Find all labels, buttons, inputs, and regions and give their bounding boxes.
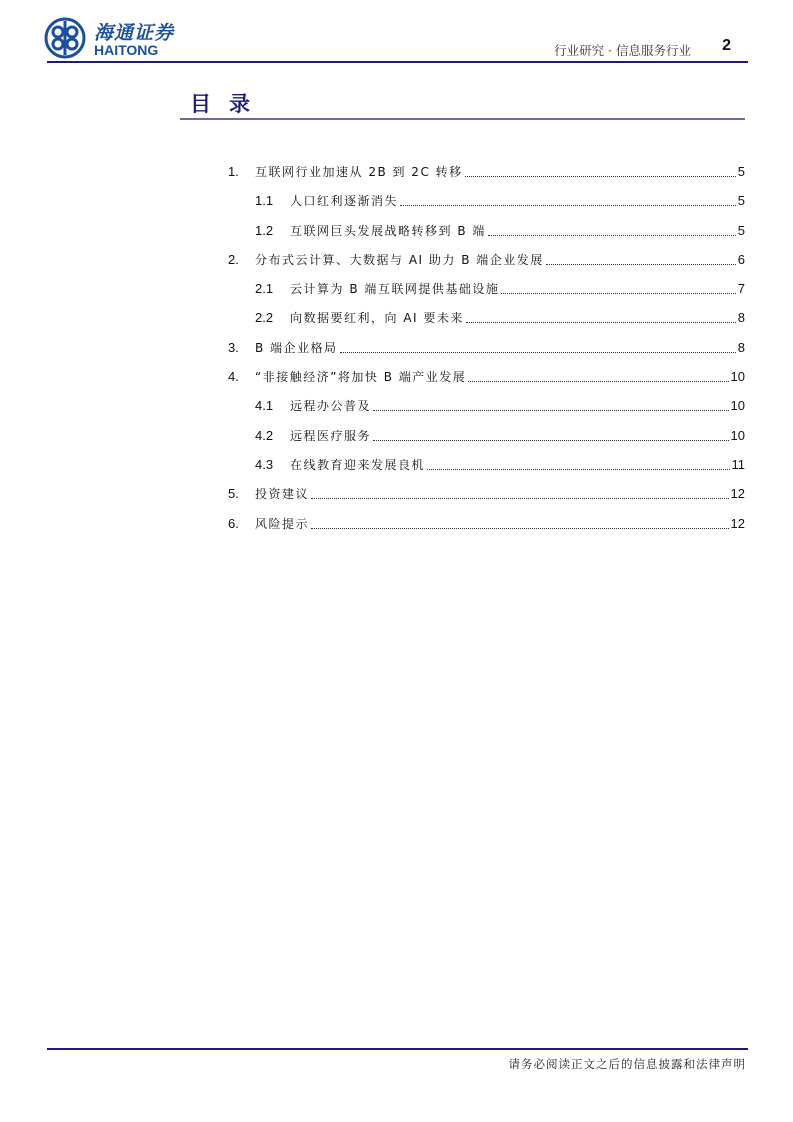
toc-entry[interactable] (228, 457, 745, 486)
toc-entry-number: 4.2 (255, 427, 274, 443)
toc-leader-dots (373, 398, 729, 411)
toc-entry-page: 8 (737, 339, 745, 355)
toc-entry-page: 12 (730, 515, 745, 531)
toc-entry[interactable] (228, 369, 745, 398)
toc-leader-dots (546, 252, 736, 265)
toc-entry-title: 向数据要红利，向 AI 要未来 (290, 311, 464, 326)
toc-entry-title: 远程医疗服务 (290, 428, 372, 443)
toc-entry-title: 互联网行业加速从 2B 到 2C 转移 (255, 165, 463, 179)
toc-entry-number: 4. (228, 369, 239, 385)
report-category: 行业研究 · 信息服务行业 (554, 43, 691, 58)
page-number: 2 (722, 37, 731, 54)
toc-entry-number: 1.1 (255, 193, 274, 209)
toc-entry[interactable] (228, 223, 745, 252)
toc-leader-dots (501, 281, 735, 294)
haitong-emblem-icon (44, 17, 86, 59)
toc-entry[interactable] (228, 252, 745, 281)
title-divider (180, 118, 745, 120)
toc-entry-title: 云计算为 B 端互联网提供基础设施 (290, 282, 500, 297)
toc-entry-title: 风险提示 (255, 516, 310, 531)
toc-entry-number: 2. (228, 251, 239, 267)
toc-entry-page: 8 (737, 310, 745, 326)
toc-entry-title: B 端企业格局 (255, 340, 338, 355)
toc-entry-title: 投资建议 (255, 487, 310, 502)
toc-entry-number: 1.2 (255, 222, 274, 238)
toc-leader-dots (340, 340, 736, 353)
toc-leader-dots (488, 223, 736, 236)
header-divider (47, 61, 748, 63)
toc-entry-page: 5 (737, 164, 745, 179)
toc-entry-page: 10 (730, 398, 745, 414)
toc-entry-title: 人口红利逐渐消失 (290, 194, 399, 209)
toc-entry-number: 4.3 (255, 456, 274, 472)
toc-entry-page: 12 (730, 486, 745, 502)
toc-title: 目录 (190, 91, 268, 116)
toc-entry-page: 10 (730, 369, 745, 385)
footer-divider (47, 1048, 748, 1050)
toc-entry-number: 5. (228, 486, 239, 502)
toc-entry-page: 5 (737, 222, 745, 238)
toc-entry-number: 1. (228, 164, 239, 179)
toc-leader-dots (468, 369, 728, 382)
toc-entry[interactable] (228, 193, 745, 222)
table-of-contents (228, 164, 745, 545)
toc-entry[interactable] (228, 310, 745, 339)
toc-entry-page: 7 (737, 281, 745, 297)
toc-entry[interactable] (228, 340, 745, 369)
toc-entry-number: 4.1 (255, 398, 274, 414)
toc-leader-dots (466, 310, 736, 323)
toc-entry-title: 远程办公普及 (290, 399, 372, 414)
toc-leader-dots (400, 193, 736, 206)
logo-en-text: HAITONG (94, 42, 159, 58)
toc-leader-dots (373, 428, 729, 441)
toc-entry-page: 6 (737, 251, 745, 267)
toc-entry-title: 在线教育迎来发展良机 (290, 457, 426, 472)
toc-leader-dots (427, 457, 729, 470)
toc-entry-number: 2.2 (255, 310, 274, 326)
toc-entry-title: 互联网巨头发展战略转移到 B 端 (290, 223, 486, 238)
toc-entry-title: 分布式云计算、大数据与 AI 助力 B 端企业发展 (255, 252, 544, 267)
toc-entry[interactable] (228, 281, 745, 310)
haitong-logo (44, 16, 184, 60)
toc-entry-number: 3. (228, 339, 239, 355)
toc-leader-dots (311, 486, 729, 499)
toc-entry-title: “非接触经济”将加快 B 端产业发展 (255, 370, 467, 385)
toc-entry[interactable] (228, 428, 745, 457)
toc-entry-page: 11 (731, 456, 745, 472)
toc-entry-number: 6. (228, 515, 239, 531)
toc-entry-number: 2.1 (255, 281, 274, 297)
toc-entry-page: 10 (730, 427, 745, 443)
logo-cn-text: 海通证券 (94, 22, 175, 44)
toc-entry[interactable] (228, 516, 745, 545)
footer-disclaimer: 请务必阅读正文之后的信息披露和法律声明 (508, 1057, 746, 1071)
toc-leader-dots (311, 516, 729, 529)
toc-leader-dots (465, 164, 736, 177)
toc-entry[interactable] (228, 398, 745, 427)
toc-entry[interactable] (228, 486, 745, 515)
toc-entry[interactable] (228, 164, 745, 193)
toc-entry-page: 5 (737, 193, 745, 209)
